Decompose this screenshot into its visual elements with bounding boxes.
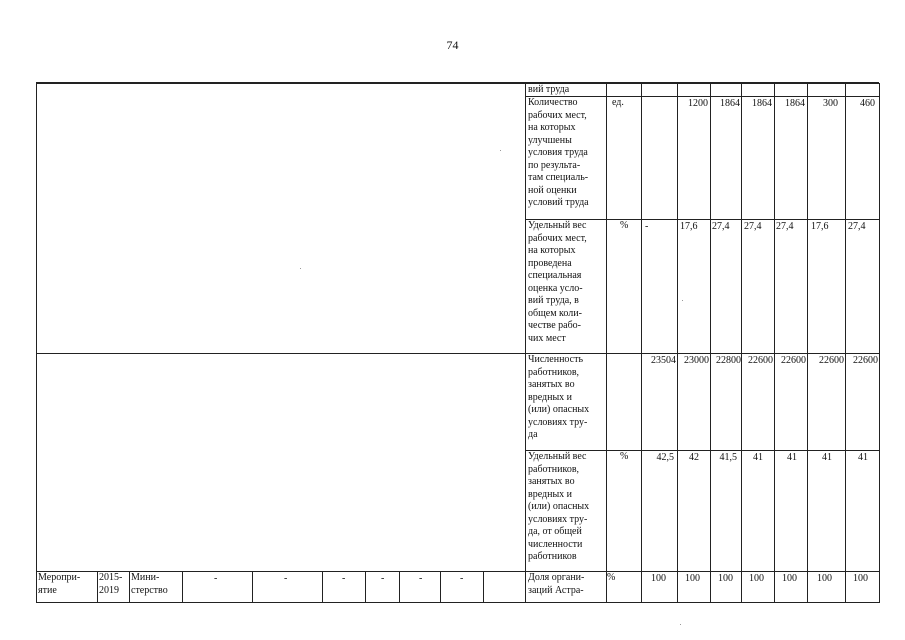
unit-cell xyxy=(606,96,642,220)
value-cell xyxy=(641,96,678,220)
period-text: 2015- 2019 xyxy=(99,572,123,596)
dash-text: - xyxy=(214,573,218,584)
value-text: 22600 xyxy=(781,355,806,366)
value-text: 17,6 xyxy=(811,221,829,232)
value-cell xyxy=(807,219,846,354)
executor-text: Мини- стерство xyxy=(131,572,168,596)
value-cell xyxy=(741,353,775,451)
value-text: 100 xyxy=(718,573,733,584)
value-cell xyxy=(641,450,678,572)
value-cell xyxy=(677,450,711,572)
unit-text: ед. xyxy=(612,97,624,108)
indicator-text: Количество рабочих мест, на которых улучшены условия труда по результа- там специаль- ной оценки условий труда xyxy=(528,97,589,208)
value-text: 23504 xyxy=(651,355,676,366)
scan-speck xyxy=(682,300,683,301)
value-text: 41,5 xyxy=(719,452,737,463)
dash-text: - xyxy=(342,573,346,584)
value-cell xyxy=(641,353,678,451)
value-text: 22600 xyxy=(748,355,773,366)
value-text: 42 xyxy=(689,452,699,463)
indicator-text: вий труда xyxy=(528,84,570,95)
value-cell xyxy=(677,83,711,97)
value-text: 41 xyxy=(787,452,797,463)
empty-cell xyxy=(182,571,253,603)
value-cell xyxy=(677,219,711,354)
value-cell xyxy=(774,450,808,572)
left-merged-block-2 xyxy=(36,353,526,572)
value-text: 1864 xyxy=(785,98,805,109)
value-cell xyxy=(845,96,880,220)
dash-text: - xyxy=(284,573,288,584)
value-text: 1864 xyxy=(720,98,740,109)
value-text: 100 xyxy=(853,573,868,584)
value-cell xyxy=(845,219,880,354)
empty-cell xyxy=(483,571,526,603)
page-number: 74 xyxy=(446,38,459,52)
value-text: 23000 xyxy=(684,355,709,366)
value-text: 17,6 xyxy=(680,221,698,232)
unit-cell xyxy=(606,353,642,451)
value-cell xyxy=(807,353,846,451)
scan-speck xyxy=(500,150,501,151)
value-cell xyxy=(741,450,775,572)
dash-text: - xyxy=(460,573,464,584)
value-cell xyxy=(741,219,775,354)
value-cell xyxy=(774,96,808,220)
unit-text: % xyxy=(620,220,629,231)
value-cell xyxy=(807,450,846,572)
value-cell xyxy=(710,450,742,572)
value-cell xyxy=(710,96,742,220)
dash-text: - xyxy=(419,573,423,584)
value-text: 100 xyxy=(685,573,700,584)
scan-speck xyxy=(300,268,301,269)
value-text: 22800 xyxy=(716,355,741,366)
value-cell xyxy=(710,83,742,97)
dash-text: - xyxy=(381,573,385,584)
value-cell xyxy=(774,83,808,97)
unit-cell xyxy=(606,219,642,354)
scan-speck xyxy=(680,624,681,625)
value-text: 100 xyxy=(651,573,666,584)
value-text: 41 xyxy=(858,452,868,463)
value-text: 27,4 xyxy=(744,221,762,232)
unit-cell xyxy=(606,83,642,97)
unit-cell xyxy=(606,450,642,572)
value-cell xyxy=(710,353,742,451)
value-cell xyxy=(774,219,808,354)
value-cell xyxy=(807,96,846,220)
value-text: 41 xyxy=(822,452,832,463)
indicator-text: Доля органи- заций Астра- xyxy=(528,572,585,596)
value-text: - xyxy=(645,221,649,232)
value-cell xyxy=(677,353,711,451)
value-cell xyxy=(741,83,775,97)
value-cell xyxy=(845,83,880,97)
value-cell xyxy=(710,219,742,354)
unit-text: % xyxy=(620,451,629,462)
value-cell xyxy=(807,83,846,97)
unit-text: % xyxy=(607,572,616,583)
value-cell xyxy=(677,96,711,220)
event-name-text: Меропри- ятие xyxy=(38,572,81,596)
value-cell xyxy=(845,450,880,572)
value-text: 27,4 xyxy=(712,221,730,232)
value-text: 100 xyxy=(749,573,764,584)
empty-cell xyxy=(252,571,323,603)
value-cell xyxy=(774,353,808,451)
value-text: 100 xyxy=(817,573,832,584)
value-text: 1200 xyxy=(688,98,708,109)
indicator-text: Удельный вес рабочих мест, на которых проведена специальная оценка усло- вий труда, в общем коли- честве рабо- чих мест xyxy=(528,220,587,344)
value-text: 41 xyxy=(753,452,763,463)
indicator-text: Удельный вес работников, занятых во вредных и (или) опасных условиях тру- да, от общей численности работников xyxy=(528,451,590,562)
value-cell xyxy=(845,353,880,451)
value-text: 1864 xyxy=(752,98,772,109)
value-cell xyxy=(641,83,678,97)
value-text: 460 xyxy=(860,98,875,109)
value-text: 22600 xyxy=(853,355,878,366)
indicator-text: Численность работников, занятых во вредных и (или) опасных условиях тру- да xyxy=(528,354,590,440)
value-text: 42,5 xyxy=(656,452,674,463)
value-text: 27,4 xyxy=(776,221,794,232)
value-text: 100 xyxy=(782,573,797,584)
value-cell xyxy=(741,96,775,220)
value-text: 27,4 xyxy=(848,221,866,232)
value-text: 22600 xyxy=(819,355,844,366)
value-text: 300 xyxy=(823,98,838,109)
value-cell xyxy=(641,219,678,354)
left-merged-block-1 xyxy=(36,83,526,354)
